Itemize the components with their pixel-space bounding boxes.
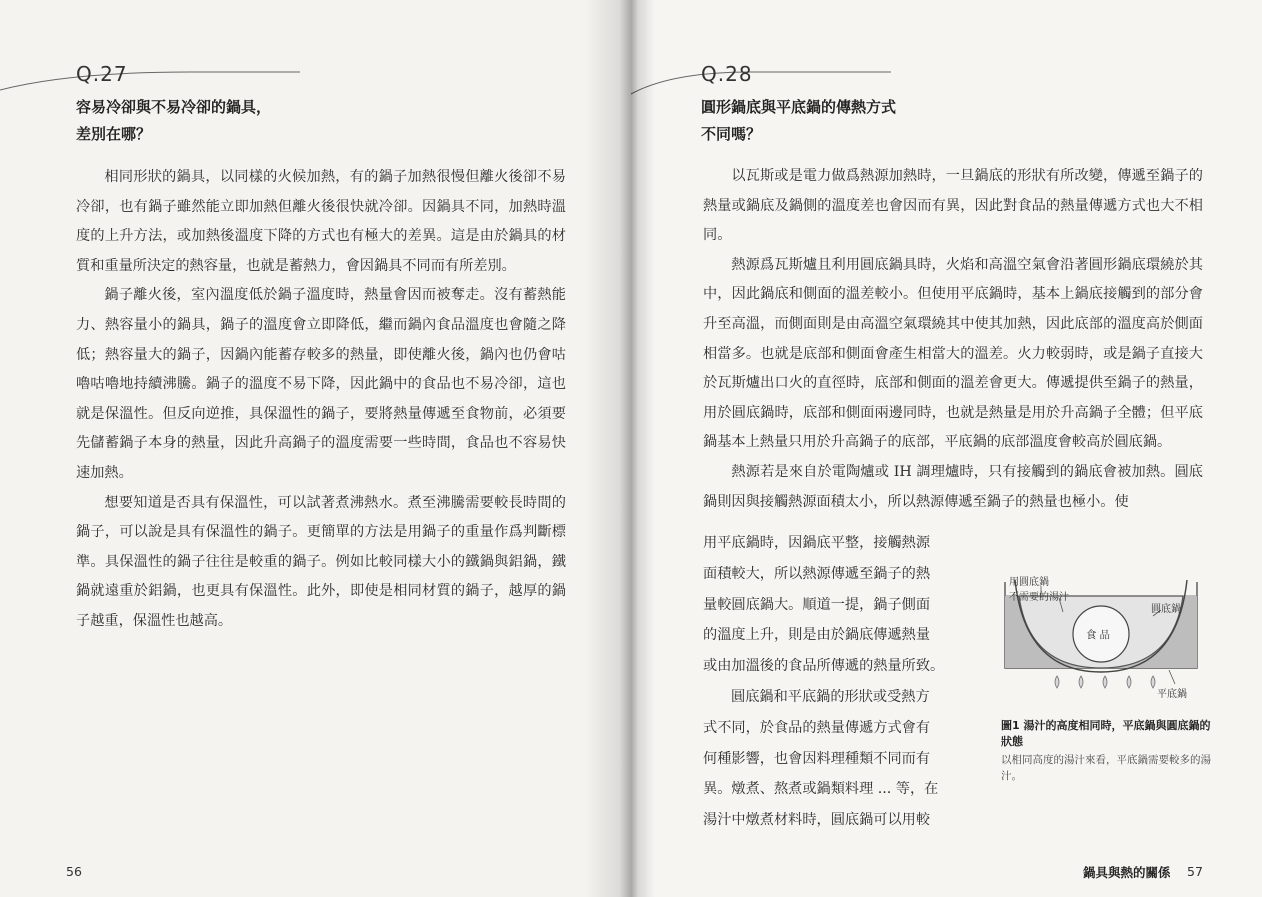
- text-line: 湯汁中燉煮材料時，圓底鍋可以用較: [703, 812, 931, 829]
- paragraph: 鍋子離火後，室內溫度低於鍋子溫度時，熱量會因而被奪走。沒有蓄熱能力、熱容量小的鍋具，鍋子的溫度會立即降低，繼而鍋內食品溫度也會隨之降低；熱容量大的鍋子，因鍋內能蓄存較多的熱量，即使離火後，鍋內也仍會咕嚕咕嚕地持續沸騰。鍋子的溫度不易下降，因此鍋中的食品也不易冷卻，這也就是保溫性。但反向逆推，具保溫性的鍋子，要將熱量傳遞至食物前，必須要先儲蓄鍋子本身的熱量，因此升高鍋子的溫度需要一些時間，食品也不容易快速加熱。: [76, 287, 566, 481]
- text-line: 用平底鍋時，因鍋底平整，接觸熱源: [703, 535, 931, 551]
- paragraph: 想要知道是否具有保溫性，可以試著煮沸熱水。煮至沸騰需要較長時間的鍋子，可以說是具有保溫性的鍋子。更簡單的方法是用鍋子的重量作爲判斷標準。具保溫性的鍋子往往是較重的鍋子。例如比較同樣大小的鐵鍋與鋁鍋，鐵鍋就遠重於鋁鍋，也更具有保溫性。此外，即使是相同材質的鍋子，越厚的鍋子越重，保溫性也越高。: [76, 494, 566, 629]
- text-line: 圓底鍋和平底鍋的形狀或受熱方: [731, 688, 930, 705]
- question-title: [701, 94, 896, 148]
- pot-comparison-figure: [1001, 572, 1217, 712]
- figure-note: 以相同高度的湯汁來看，平底鍋需要較多的湯汁。: [1001, 754, 1211, 782]
- text-line: 量較圓底鍋大。順道一提，鍋子側面: [703, 596, 931, 613]
- spine-shadow: [631, 0, 655, 897]
- question-number: Q.27: [76, 62, 128, 86]
- label-round-pot-soup: 用圓底鍋: [1009, 577, 1049, 588]
- question-title-line: 圓形鍋底與平底鍋的傳熱方式: [701, 98, 897, 116]
- flame-icons: [1055, 676, 1155, 688]
- figure-caption: 圖1 湯汁的高度相同時，平底鍋與圓底鍋的狀態: [1001, 719, 1211, 748]
- label-round-pot: 圓底鍋: [1151, 604, 1181, 615]
- label-food: 食品: [1086, 629, 1113, 641]
- text-line: 式不同，於食品的熱量傳遞方式會有: [703, 719, 931, 736]
- header-decorative-arc: [631, 56, 891, 96]
- text-line: 何種影響，也會因料理種類不同而有: [703, 750, 931, 767]
- body-text: [76, 163, 566, 637]
- paragraph: 熱源爲瓦斯爐且利用圓底鍋具時，火焰和高溫空氣會沿著圓形鍋底環繞於其中，因此鍋底和側面的溫差較小。但使用平底鍋時，基本上鍋底接觸到的部分會升至高溫，而側面則是由高溫空氣環繞其中使其加熱，因此底部的溫度高於側面相當多。也就是底部和側面會產生相當大的溫差。火力較弱時，或是鍋子直接大於瓦斯爐出口火的直徑時，底部和側面的溫差會更大。傳遞提供至鍋子的熱量，用於圓底鍋時，底部和側面兩邊同時，也就是熱量是用於升高鍋子全體；但平底鍋基本上熱量只用於升高鍋子的底部，平底鍋的底部溫度會較高於圓底鍋。: [703, 256, 1203, 451]
- question-title-line: 不同嗎？: [701, 125, 762, 143]
- paragraph: 相同形狀的鍋具，以同樣的火候加熱，有的鍋子加熱很慢但離火後卻不易冷卻，也有鍋子雖然能立即加熱但離火後很快就冷卻。因鍋具不同，加熱時溫度的上升方法，或加熱後溫度下降的方式也有極大的差異。這是由於鍋具的材質和重量所決定的熱容量，也就是蓄熱力，會因鍋具不同而有所差別。: [76, 169, 566, 274]
- right-page: [631, 0, 1262, 897]
- question-title-line: 差別在哪？: [76, 125, 152, 143]
- paragraph: 熱源若是來自於電陶爐或 IH 調理爐時，只有接觸到的鍋底會被加熱。圓底鍋則因與接觸熱源面積太小，所以熱源傳遞至鍋子的熱量也極小。使: [703, 463, 1203, 510]
- text-line: 的溫度上升，則是由於鍋底傳遞熱量: [703, 627, 931, 644]
- text-line: 異。燉煮、熬煮或鍋類料理 ... 等，在: [703, 781, 939, 798]
- question-title: [76, 94, 271, 148]
- question-number: Q.28: [701, 62, 753, 86]
- text-line: 面積較大，所以熱源傳遞至鍋子的熱: [703, 565, 931, 582]
- text-line: 或由加溫後的食品所傳遞的熱量所致。: [703, 658, 945, 675]
- running-head: 鍋具與熱的關係: [1083, 865, 1171, 880]
- body-text: [703, 162, 1203, 517]
- spine-shadow: [585, 0, 631, 897]
- label-flat-pot: 平底鍋: [1157, 689, 1187, 700]
- body-text-wrapped: [703, 528, 944, 836]
- question-title-line: 容易冷卻與不易冷卻的鍋具，: [76, 98, 272, 116]
- header-decorative-arc: [0, 56, 300, 96]
- page-number: 56: [66, 864, 82, 879]
- label-unneeded-soup: 不需要的湯汁: [1009, 592, 1069, 603]
- paragraph: 以瓦斯或是電力做爲熱源加熱時，一旦鍋底的形狀有所改變，傳遞至鍋子的熱量或鍋底及鍋側的溫度差也會因而有異，因此對食品的熱量傳遞方式也大不相同。: [703, 168, 1203, 244]
- page-number: 57: [1187, 864, 1203, 879]
